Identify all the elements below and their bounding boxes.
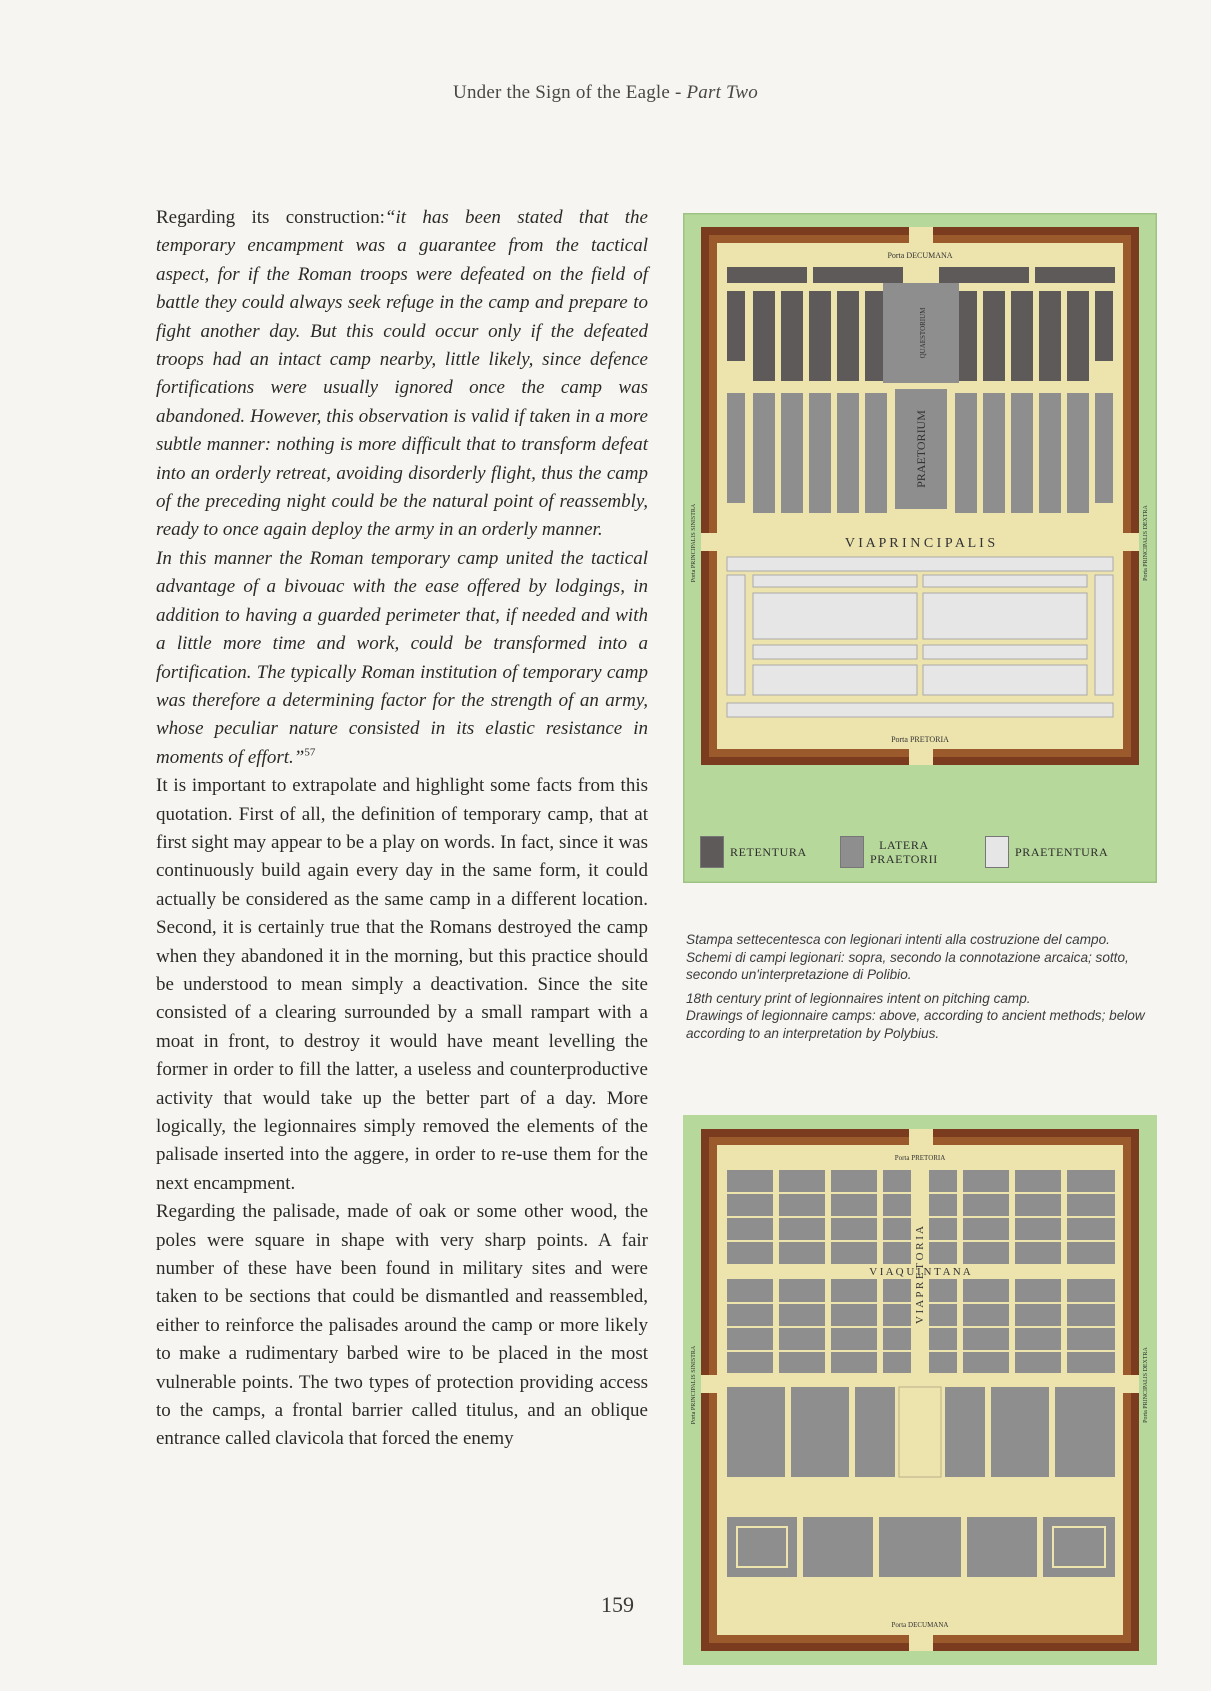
book-title: Under the Sign of the Eagle: [453, 82, 671, 103]
paragraph-1-quote: “it has been stated that the temporary encampment was a guarantee from the tactical aspect, for if the Roman troops were defeated on the field of battle they could always seek refuge in the camp and prepare to fight another day. But this could occur only if the defeated troops had an intact camp nearby, little likely, since defence fortifications were usually ignored once the camp was abandoned. However, this observation is valid if taken in a more subtle manner: nothing is more difficult that to transform defeat into an orderly retreat, avoiding disorderly flight, thus the camp of the preceding night could be the natural point of reassembly, ready to once again deploy the army in an orderly manner.: [156, 207, 648, 541]
plan2-label-via-pretoria: V I A P R E T O R I A: [914, 1225, 926, 1325]
caption-italian-2: Schemi di campi legionari: sopra, secondo la connotazione arcaica; sotto, secondo un'interpretazione di Polibio.: [686, 949, 1129, 982]
plan2-label-porta-principalis-sinistra: Porta PRINCIPALIS SINISTRA: [691, 1345, 697, 1425]
figure-caption: [686, 931, 1156, 1042]
paragraph-1-lead: Regarding its construction:: [156, 207, 385, 228]
paragraph-3: It is important to extrapolate and highlight some facts from this quotation. First of all, the definition of temporary camp, that at first sight may appear to be a play on words. In fact, since it was continuously build again every day in the same form, it could actually be considered as the same camp in a different location. Second, it is certainly true that the Romans destroyed the camp when they abandoned it in the morning, but this practice should be understood to mean simply a deactivation. Since the site consisted of a clearing surrounded by a small rampart with a moat in front, to destroy it would have meant levelling the former in order to fill the latter, a useless and counterproductive activity that would take up the better part of a day. More logically, the legionnaires simply removed the elements of the palisade inserted into the aggere, in order to re-use them for the next encampment.: [156, 775, 648, 1194]
legend-label-praetentura: PRAETENTURA: [1015, 845, 1109, 859]
page-number: 159: [601, 1592, 634, 1617]
plan2-label-porta-pretoria: Porta PRETORIA: [894, 1154, 946, 1162]
plan1-label-porta-principalis-dextra: Porta PRINCIPALIS DEXTRA: [1143, 505, 1149, 581]
legend-item-latera-praetorii: [840, 832, 938, 872]
plan1-label-praetorium: PRAETORIUM: [914, 410, 928, 488]
paragraph-1: [156, 204, 648, 545]
paragraph-2: [156, 545, 648, 772]
legend-swatch-retentura: [700, 836, 724, 868]
paragraph-2-quote: In this manner the Roman temporary camp united the tactical advantage of a bivouac with the ease offered by lodgings, in addition to having a guarded perimeter that, if needed and with a little more time and work, could be transformed into a fortification. The typically Roman institution of temporary camp was therefore a determining factor for the strength of an army, whose peculiar nature consisted in its elastic resistance in moments of effort.”: [156, 547, 648, 768]
plan1-label-porta-decumana: Porta DECUMANA: [887, 251, 953, 260]
caption-italian-1: Stampa settecentesca con legionari intenti alla costruzione del campo.: [686, 932, 1110, 947]
legend-swatch-latera: [840, 836, 864, 868]
caption-english-1: 18th century print of legionnaires intent on pitching camp.: [686, 990, 1031, 1006]
camp-plan-polybius: [683, 1115, 1157, 1665]
plan1-gate-pretoria: [909, 747, 933, 765]
plan2-praetorium: [899, 1387, 941, 1477]
legend-item-praetentura: [985, 832, 1108, 872]
plan1-gate-left: [701, 533, 719, 551]
plan1-label-porta-principalis-sinistra: Porta PRINCIPALIS SINISTRA: [691, 503, 697, 583]
legend-item-retentura: [700, 832, 807, 872]
legend-swatch-praetentura: [985, 836, 1009, 868]
caption-english-2: Drawings of legionnaire camps: above, according to ancient methods; below according to an interpretation by Polybius.: [686, 1008, 1145, 1041]
paragraph-4: Regarding the palisade, made of oak or some other wood, the poles were square in shape with very sharp points. A fair number of these have been found in military sites and were taken to be sections that could be dismantled and reassembled, either to reinforce the palisades around the camp or more likely to make a rudimentary barbed wire to be placed in the most vulnerable points. The two types of protection providing access to the camps, a frontal barrier called titulus, and an oblique entrance called clavicola that forced the enemy: [156, 1201, 648, 1450]
part-label: Part Two: [686, 82, 758, 103]
plan1-gate-decumana: [909, 227, 933, 245]
plan1-label-quaestorium: QUAESTORIUM: [919, 307, 927, 359]
plan2-label-porta-principalis-dextra: Porta PRINCIPALIS DEXTRA: [1143, 1347, 1149, 1423]
header-separator: -: [674, 82, 682, 103]
camp-plan-archaic: [683, 213, 1157, 883]
legend-label-retentura: RETENTURA: [730, 845, 807, 859]
running-head: [0, 82, 1211, 104]
legend-label-latera-praetorii: LATERA PRAETORII: [870, 838, 938, 866]
body-text-column: [156, 204, 648, 1454]
footnote-reference[interactable]: 57: [304, 746, 316, 759]
plan1-legend: [700, 832, 1140, 872]
plan2-label-porta-decumana: Porta DECUMANA: [891, 1621, 949, 1629]
plan1-gate-right: [1121, 533, 1139, 551]
plan1-label-via-principalis: V I A P R I N C I P A L I S: [844, 536, 996, 551]
plan2-label-via-quintana: V I A Q U I N T A N A: [869, 1266, 971, 1278]
plan1-label-porta-pretoria: Porta PRETORIA: [891, 735, 949, 744]
